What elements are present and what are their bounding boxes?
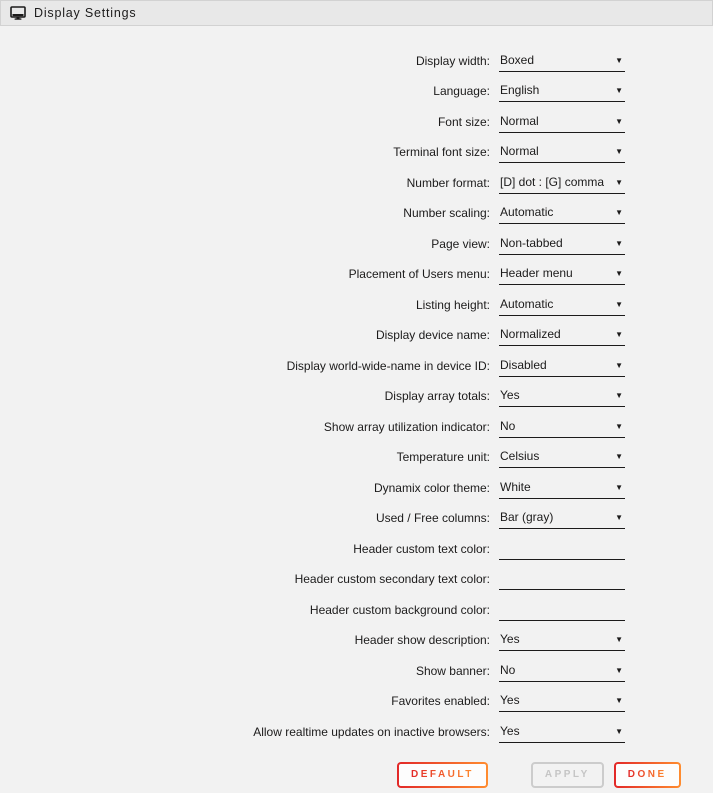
setting-label: Display array totals:	[384, 389, 490, 403]
settings-row	[0, 529, 713, 560]
chevron-down-icon: ▼	[615, 86, 623, 95]
selected-option: Yes	[500, 388, 520, 402]
display-icon	[10, 6, 26, 20]
settings-form	[0, 26, 713, 743]
selected-option: No	[500, 418, 516, 433]
chevron-down-icon: ▼	[615, 360, 623, 370]
setting-select[interactable]	[499, 236, 625, 255]
page-title: Display Settings	[34, 6, 137, 20]
page-titlebar	[0, 0, 713, 26]
setting-label: Display world-wide-name in device ID:	[286, 358, 490, 373]
setting-label: Number scaling:	[403, 206, 490, 220]
settings-row	[0, 651, 713, 682]
selected-option: Yes	[500, 693, 520, 707]
setting-select[interactable]	[499, 144, 625, 163]
chevron-down-icon: ▼	[615, 482, 623, 492]
settings-row	[0, 377, 713, 408]
settings-row	[0, 72, 713, 103]
setting-label: Page view:	[431, 236, 490, 251]
selected-option: Disabled	[500, 357, 547, 372]
setting-label: Font size:	[437, 114, 490, 129]
setting-select[interactable]	[499, 480, 625, 499]
setting-select[interactable]	[499, 632, 625, 651]
chevron-down-icon: ▼	[615, 147, 623, 156]
default-button[interactable]: DEFAULT	[397, 762, 488, 788]
setting-label: Header custom secondary text color:	[294, 572, 490, 586]
chevron-down-icon: ▼	[615, 513, 623, 522]
setting-select[interactable]	[499, 419, 625, 438]
setting-select[interactable]	[499, 449, 625, 468]
chevron-down-icon: ▼	[615, 238, 623, 248]
chevron-down-icon: ▼	[615, 665, 623, 675]
done-button[interactable]: DONE	[614, 762, 681, 788]
setting-label: Terminal font size:	[393, 145, 490, 159]
setting-label: Header show description:	[354, 633, 490, 647]
settings-row	[0, 163, 713, 194]
selected-option: Normal	[500, 144, 539, 158]
setting-label: Header custom background color:	[309, 602, 490, 617]
settings-row	[0, 407, 713, 438]
chevron-down-icon: ▼	[615, 208, 623, 217]
setting-label: Show array utilization indicator:	[323, 419, 490, 434]
chevron-down-icon: ▼	[615, 726, 623, 736]
chevron-down-icon: ▼	[615, 452, 623, 461]
setting-label: Number format:	[406, 175, 490, 190]
settings-row	[0, 468, 713, 499]
setting-label: Favorites enabled:	[391, 694, 490, 708]
setting-select[interactable]	[499, 510, 625, 529]
setting-select[interactable]	[499, 388, 625, 407]
setting-input[interactable]	[499, 570, 625, 590]
selected-option: [D] dot : [G] comma	[500, 174, 605, 189]
chevron-down-icon: ▼	[615, 299, 623, 309]
settings-row	[0, 621, 713, 652]
selected-option: Automatic	[500, 205, 554, 219]
setting-select[interactable]	[499, 205, 625, 224]
setting-label: Listing height:	[415, 297, 490, 312]
settings-row	[0, 560, 713, 591]
setting-select[interactable]	[499, 266, 625, 285]
settings-row	[0, 224, 713, 255]
setting-label: Temperature unit:	[396, 450, 490, 464]
settings-row	[0, 102, 713, 133]
chevron-down-icon: ▼	[615, 421, 623, 431]
form-button-bar	[0, 762, 713, 788]
settings-row	[0, 346, 713, 377]
settings-row	[0, 590, 713, 621]
setting-label: Header custom text color:	[353, 541, 490, 556]
settings-row	[0, 285, 713, 316]
selected-option: Bar (gray)	[500, 510, 554, 524]
chevron-down-icon: ▼	[615, 116, 623, 126]
chevron-down-icon: ▼	[615, 696, 623, 705]
setting-select[interactable]	[499, 724, 625, 743]
settings-row	[0, 438, 713, 469]
selected-option: Celsius	[500, 449, 540, 463]
settings-row	[0, 41, 713, 72]
settings-row	[0, 712, 713, 743]
apply-button[interactable]: APPLY	[531, 762, 604, 788]
selected-option: Normalized	[500, 327, 561, 341]
chevron-down-icon: ▼	[615, 177, 623, 187]
chevron-down-icon: ▼	[615, 635, 623, 644]
selected-option: Boxed	[500, 52, 535, 67]
selected-option: Non-tabbed	[500, 235, 563, 250]
selected-option: English	[500, 83, 540, 97]
setting-select[interactable]	[499, 663, 625, 682]
setting-label: Placement of Users menu:	[348, 267, 490, 281]
setting-label: Allow realtime updates on inactive browsers:	[253, 724, 490, 739]
settings-row	[0, 133, 713, 164]
chevron-down-icon: ▼	[615, 330, 623, 339]
setting-input[interactable]	[499, 601, 625, 621]
selected-option: No	[500, 662, 516, 677]
setting-label: Dynamix color theme:	[373, 480, 490, 495]
selected-option: Header menu	[500, 266, 573, 280]
chevron-down-icon: ▼	[615, 55, 623, 65]
setting-select[interactable]	[499, 53, 625, 72]
setting-select[interactable]	[499, 297, 625, 316]
chevron-down-icon: ▼	[615, 269, 623, 278]
setting-label: Display width:	[415, 53, 490, 68]
setting-label: Display device name:	[375, 328, 490, 342]
setting-select[interactable]	[499, 358, 625, 377]
setting-label: Language:	[433, 84, 490, 98]
selected-option: Normal	[500, 113, 539, 128]
setting-select[interactable]	[499, 693, 625, 712]
settings-row	[0, 499, 713, 530]
setting-label: Used / Free columns:	[375, 511, 490, 525]
settings-row	[0, 255, 713, 286]
settings-row	[0, 194, 713, 225]
setting-select[interactable]	[499, 327, 625, 346]
chevron-down-icon: ▼	[615, 391, 623, 400]
selected-option: Automatic	[500, 296, 554, 311]
settings-row	[0, 316, 713, 347]
selected-option: White	[500, 479, 531, 494]
setting-label: Show banner:	[415, 663, 490, 678]
selected-option: Yes	[500, 723, 520, 738]
setting-select[interactable]	[499, 83, 625, 102]
selected-option: Yes	[500, 632, 520, 646]
setting-select[interactable]	[499, 175, 625, 194]
setting-select[interactable]	[499, 114, 625, 133]
setting-input[interactable]	[499, 540, 625, 560]
settings-row	[0, 682, 713, 713]
